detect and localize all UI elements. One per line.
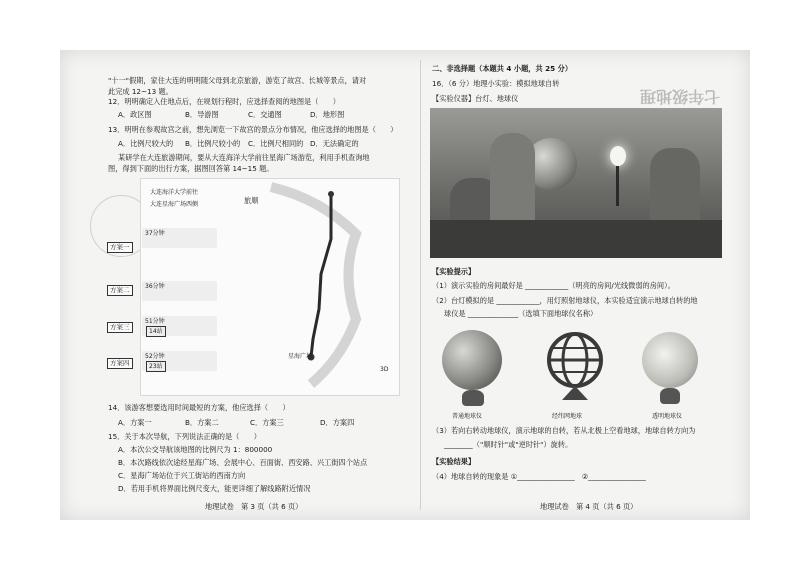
section-header: 二、非选择题（本题共 4 小题，共 25 分） xyxy=(432,64,573,73)
route-badge-4: 23站 xyxy=(146,361,166,372)
transparent-globe-image xyxy=(642,332,698,388)
ordinary-globe-image xyxy=(442,330,502,390)
q14-option-d: D．方案四 xyxy=(320,418,355,427)
photo-lamp-bulb xyxy=(610,146,626,166)
plan-label-4: 方案四 xyxy=(107,358,133,369)
intro-text: "十一"假期，家住大连的明明随父母到北京旅游，游览了故宫、长城等景点，请对 xyxy=(108,76,367,85)
q13-option-b: B．比例尺较小的 xyxy=(185,139,241,148)
question-16: 16．（6 分）地理小实验：模拟地球自转 xyxy=(432,79,560,88)
label-transparent-globe: 透明地球仪 xyxy=(652,413,683,420)
experiment-photo xyxy=(430,108,722,258)
plan-label-1: 方案一 xyxy=(107,242,133,253)
header-watermark: 七年级地理 xyxy=(640,87,721,106)
route-from: 大连海洋大学前往 xyxy=(150,189,199,196)
intro-text-2: 此完成 12~13 题。 xyxy=(108,87,173,96)
question-3: （3）若向右转动地球仪，演示地球的自转，若从北极上空看地球，地球自转方向为 xyxy=(432,426,696,435)
q12-option-c: C．交通图 xyxy=(248,110,282,119)
question-3-cont: ________（"顺时针"或"逆时针"）旋转。 xyxy=(444,440,573,449)
question-12: 12．明明确定入住地点后，在规划行程时，应选择查阅的地图是（ ） xyxy=(108,97,340,106)
tip-1: （1）演示实验的房间最好是 ____________（明亮的房间/光线微弱的房间）。 xyxy=(432,281,675,290)
q15-option-d: D．若用手机将界面比例尺变大，能更详细了解线路附近情况 xyxy=(118,484,311,493)
question-14: 14．该游客想要选用时间最短的方案，他应选择（ ） xyxy=(108,403,290,412)
equipment-line: 【实验仪器】台灯、地球仪 xyxy=(432,94,519,103)
result-4: （4）地球自转的现象是 ①________________ ②________________ xyxy=(432,472,646,481)
question-15: 15．关于本次导航，下列说法正确的是（ ） xyxy=(108,432,261,441)
q15-option-a: A．本次公交导航该地图的比例尺为 1：800000 xyxy=(118,445,273,454)
map-label-xinghai: 星海广场 xyxy=(288,353,313,360)
q14-option-a: A．方案一 xyxy=(118,418,152,427)
photo-lamp-stand xyxy=(616,166,619,206)
q13-option-d: D．无法确定的 xyxy=(310,139,359,148)
transparent-globe-base xyxy=(660,388,680,404)
label-lat-long-globe: 经纬网地球 xyxy=(552,413,583,420)
scenario-text-2: 图，得到下面的出行方案，据图回答第 14~15 题。 xyxy=(108,164,274,173)
route-badge-3: 14站 xyxy=(146,326,166,337)
map-3d-button[interactable]: 3D xyxy=(380,366,389,373)
q13-option-c: C．比例尺相同的 xyxy=(248,139,304,148)
q12-option-b: B．导游图 xyxy=(185,110,219,119)
route-time-2: 36分钟 xyxy=(145,283,165,290)
map-label-lushun: 旅顺 xyxy=(244,196,259,205)
route-time-1: 37分钟 xyxy=(145,230,165,237)
footer-left: 地理试卷 第 3 页（共 6 页） xyxy=(205,502,303,511)
route-time-4: 52分钟 xyxy=(145,353,165,360)
q15-option-c: C．星海广场站位于兴工街站的西南方向 xyxy=(118,471,246,480)
q13-option-a: A．比例尺较大的 xyxy=(118,139,174,148)
ordinary-globe-base xyxy=(462,390,484,406)
label-ordinary-globe: 普通地球仪 xyxy=(452,413,483,420)
scenario-text: 某研学在大连旅游期间，要从大连海洋大学前往星海广场游览，利用手机查询地 xyxy=(118,153,370,162)
plan-label-3: 方案三 xyxy=(107,322,133,333)
tip-2-cont: 球仪是 ______________（选填下面地球仪名称） xyxy=(444,309,598,318)
q14-option-b: B．方案二 xyxy=(185,418,219,427)
route-time-3: 51分钟 xyxy=(145,318,165,325)
tip-2: （2）台灯模拟的是 ____________，用灯照射地球仪，本实验适宜演示地球自转的地 xyxy=(432,296,698,305)
tips-header: 【实验提示】 xyxy=(432,267,476,276)
q12-option-a: A．政区图 xyxy=(118,110,152,119)
question-13: 13．明明在参观故宫之前，想先浏览一下故宫的景点分布情况，他应选择的地图是（ ） xyxy=(108,125,398,134)
page-divider xyxy=(420,60,421,510)
q15-option-b: B．本次路线依次途经星海广场、会展中心、百面街、西安路、兴工街四个站点 xyxy=(118,458,368,467)
plan-label-2: 方案二 xyxy=(107,285,133,296)
q12-option-d: D．地形图 xyxy=(310,110,345,119)
results-header: 【实验结果】 xyxy=(432,457,476,466)
q14-option-c: C．方案三 xyxy=(250,418,284,427)
route-to: 大连星海广场西侧 xyxy=(150,201,199,208)
footer-right: 地理试卷 第 4 页（共 6 页） xyxy=(540,502,638,511)
lat-long-globe-image xyxy=(540,328,610,408)
photo-table xyxy=(430,220,722,258)
photo-student-middle xyxy=(490,133,535,228)
